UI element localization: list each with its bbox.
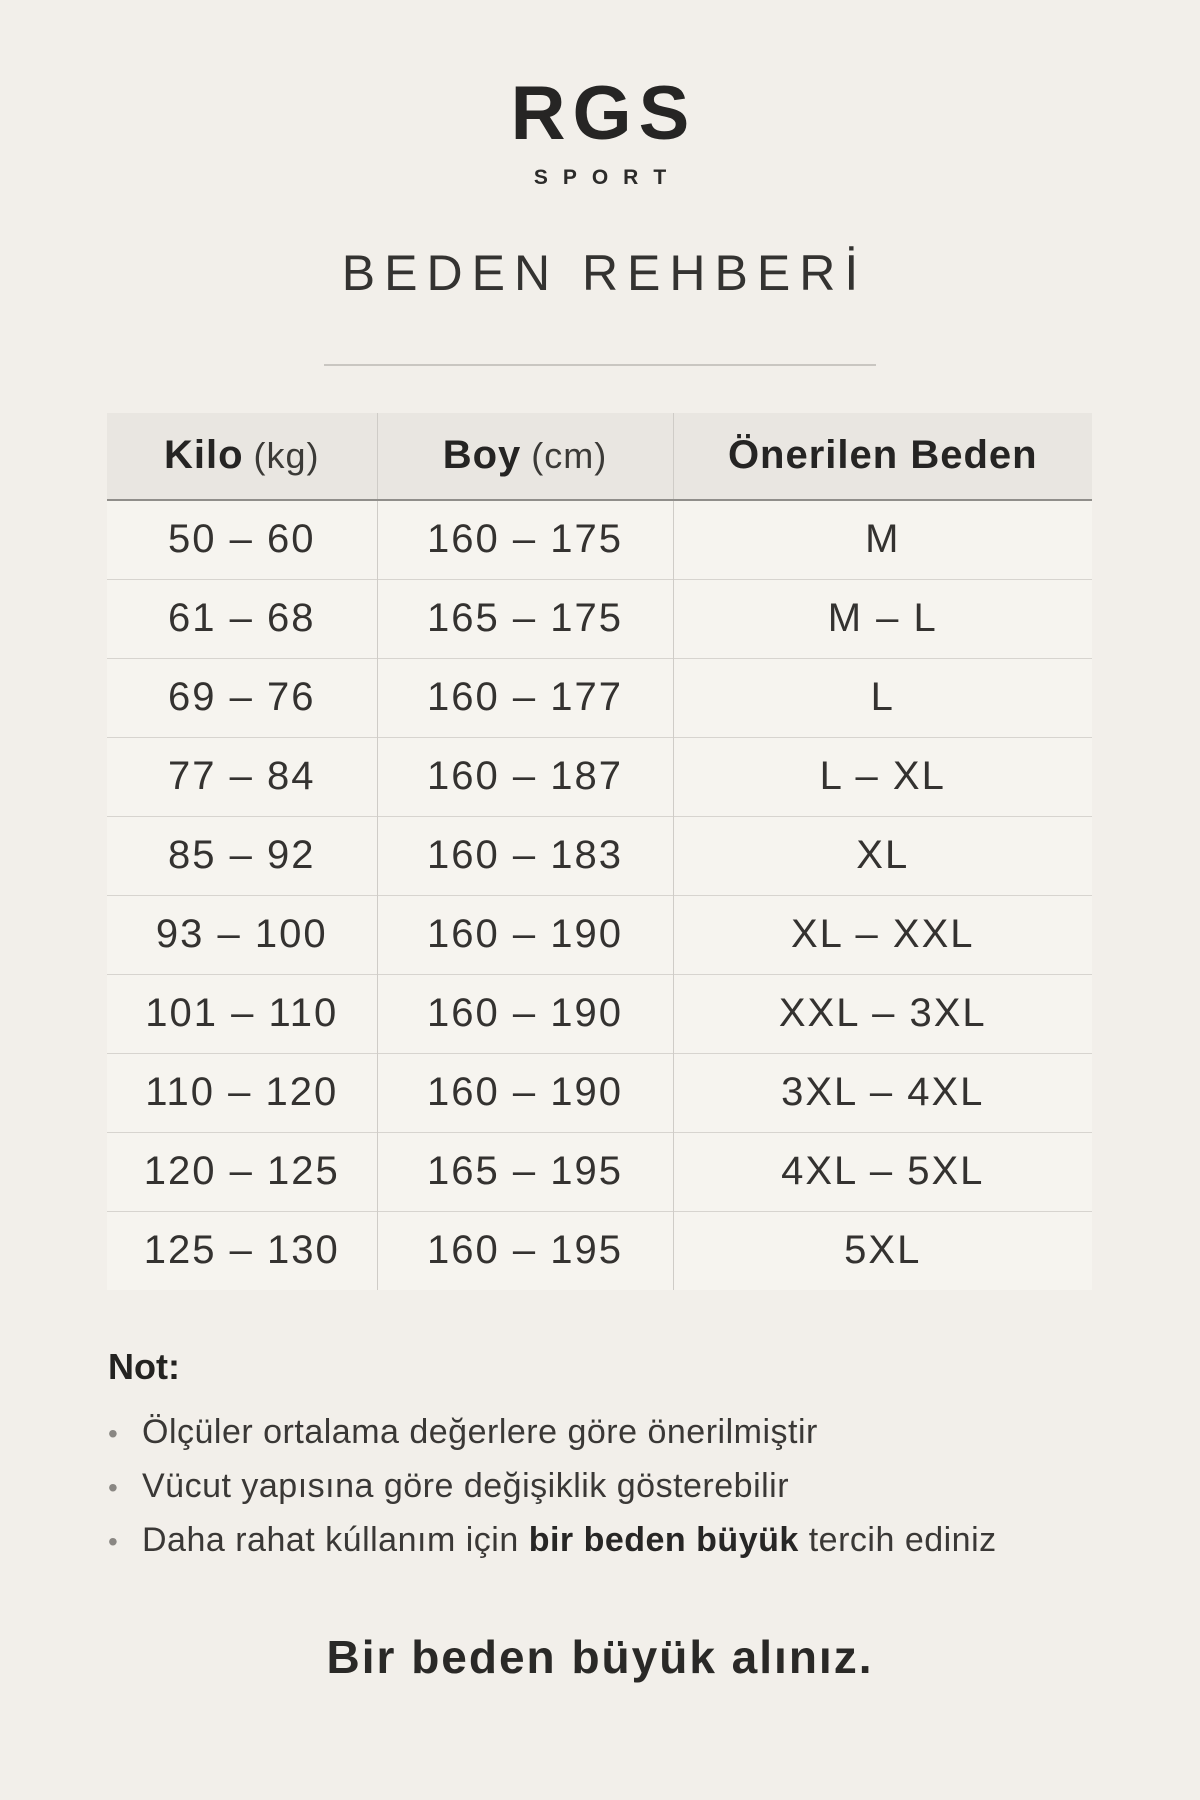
- size-cell: M – L: [673, 579, 1092, 658]
- size-table: [107, 413, 1092, 1290]
- column-header-height: [377, 413, 673, 500]
- size-table-body: [107, 500, 1092, 1290]
- table-row: [107, 1211, 1092, 1290]
- brand-tagline: SPORT: [533, 165, 682, 189]
- weight-cell: 110 – 120: [107, 1053, 377, 1132]
- note-text-bold: bir beden büyük: [528, 1520, 799, 1559]
- list-item: [108, 1514, 1200, 1568]
- footer-note: Bir beden büyük alınız.: [326, 1630, 874, 1683]
- size-cell: 3XL – 4XL: [673, 1053, 1092, 1132]
- column-header-weight: [107, 413, 377, 500]
- table-row: [107, 816, 1092, 895]
- title-divider: [324, 364, 876, 366]
- weight-cell: 85 – 92: [107, 816, 377, 895]
- notes-section: [108, 1346, 1200, 1568]
- header-row: [107, 413, 1092, 500]
- page-title: BEDEN REHBERİ: [341, 244, 868, 301]
- size-cell: L: [673, 658, 1092, 737]
- size-cell: 5XL: [673, 1211, 1092, 1290]
- height-cell: 160 – 177: [377, 658, 673, 737]
- brand-header: [0, 0, 1200, 190]
- size-cell: XL – XXL: [673, 895, 1092, 974]
- size-cell: L – XL: [673, 737, 1092, 816]
- table-row: [107, 658, 1092, 737]
- table-row: [107, 895, 1092, 974]
- note-text: Daha rahat kúllanım için: [142, 1520, 529, 1559]
- bullet-icon: •: [108, 1471, 119, 1503]
- note-text: Vücut yapısına göre değişiklik gösterebilir: [142, 1466, 790, 1505]
- list-item: [108, 1460, 1200, 1514]
- size-cell: XXL – 3XL: [673, 974, 1092, 1053]
- column-header-size: [673, 413, 1092, 500]
- weight-cell: 125 – 130: [107, 1211, 377, 1290]
- height-cell: 165 – 175: [377, 579, 673, 658]
- bullet-icon: •: [108, 1525, 119, 1557]
- weight-cell: 50 – 60: [107, 500, 377, 580]
- weight-cell: 120 – 125: [107, 1132, 377, 1211]
- height-cell: 160 – 190: [377, 895, 673, 974]
- column-header-unit: (cm): [531, 435, 608, 477]
- height-cell: 160 – 187: [377, 737, 673, 816]
- height-cell: 165 – 195: [377, 1132, 673, 1211]
- weight-cell: 61 – 68: [107, 579, 377, 658]
- column-header-unit: (kg): [253, 435, 320, 477]
- size-cell: XL: [673, 816, 1092, 895]
- height-cell: 160 – 190: [377, 1053, 673, 1132]
- note-text: tercih ediniz: [798, 1520, 997, 1559]
- table-row: [107, 974, 1092, 1053]
- column-header-label: Kilo: [163, 433, 244, 478]
- table-row: [107, 500, 1092, 580]
- notes-heading: Not:: [108, 1345, 180, 1387]
- column-header-label: Boy: [442, 433, 522, 478]
- size-cell: 4XL – 5XL: [673, 1132, 1092, 1211]
- list-item: [108, 1406, 1200, 1460]
- weight-cell: 69 – 76: [107, 658, 377, 737]
- table-row: [107, 737, 1092, 816]
- table-row: [107, 1053, 1092, 1132]
- size-table-header: [107, 413, 1092, 500]
- height-cell: 160 – 175: [377, 500, 673, 580]
- height-cell: 160 – 183: [377, 816, 673, 895]
- column-header-label: Önerilen Beden: [727, 433, 1038, 478]
- weight-cell: 77 – 84: [107, 737, 377, 816]
- table-row: [107, 1132, 1092, 1211]
- note-text: Ölçüler ortalama değerlere göre önerilmiştir: [142, 1412, 818, 1451]
- brand-logo: RGS: [510, 71, 697, 156]
- height-cell: 160 – 195: [377, 1211, 673, 1290]
- bullet-icon: •: [108, 1417, 119, 1449]
- size-cell: M: [673, 500, 1092, 580]
- weight-cell: 93 – 100: [107, 895, 377, 974]
- weight-cell: 101 – 110: [107, 974, 377, 1053]
- height-cell: 160 – 190: [377, 974, 673, 1053]
- table-row: [107, 579, 1092, 658]
- notes-list: [108, 1406, 1200, 1568]
